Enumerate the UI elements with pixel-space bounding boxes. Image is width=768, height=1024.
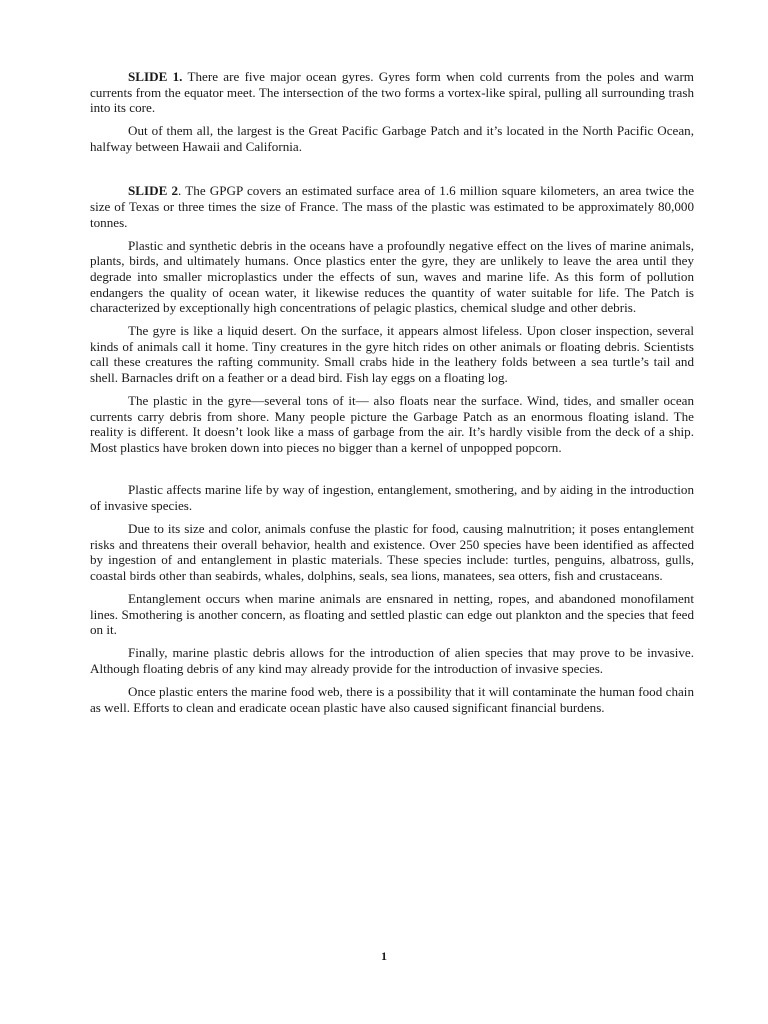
paragraph-text: Finally, marine plastic debris allows for the introduction of alien species that may prove to be invasive. Although floating debris of any kind may already provide for the introduction of invasive species.: [90, 645, 694, 676]
paragraph-liquid-desert: [90, 323, 694, 385]
document-body: [90, 69, 694, 723]
paragraph-text: . The GPGP covers an estimated surface area of 1.6 million square kilometers, an area twice the size of Texas or three times the size of France. The mass of the plastic was estimated to be approximately 80,000 tonnes.: [90, 183, 695, 230]
paragraph-invasive-species: [90, 645, 694, 676]
paragraph-text: Once plastic enters the marine food web, there is a possibility that it will contaminate the human food chain as well. Efforts to clean and eradicate ocean plastic have also caused significant financial burdens.: [90, 684, 694, 715]
paragraph-slide-2: [90, 183, 694, 230]
paragraph-text: The gyre is like a liquid desert. On the surface, it appears almost lifeless. Upon closer inspection, several kinds of animals call it home. Tiny creatures in the gyre hitch rides on other animals or floating debris. Scientists call these creatures the rafting community. Small crabs hide in the leathery folds between a sea turtle’s tail and shell. Barnacles drift on a feather or a dead bird. Fish lay eggs on a floating log.: [90, 323, 694, 385]
paragraph-plastic-in-gyre: [90, 393, 694, 455]
paragraph-text: Entanglement occurs when marine animals are ensnared in netting, ropes, and abandoned monofilament lines. Smothering is another concern, as floating and settled plastic can edge out plankton and the species that feed on it.: [90, 591, 694, 638]
paragraph-entanglement: [90, 591, 694, 638]
slide-1-label: SLIDE 1.: [128, 69, 183, 84]
paragraph-size-and-color: [90, 521, 694, 583]
paragraph-text: The plastic in the gyre—several tons of it— also floats near the surface. Wind, tides, and smaller ocean currents carry debris from shore. Many people picture the Garbage Patch as an enormous floating island. The reality is different. It doesn’t look like a mass of garbage from the air. It’s hardly visible from the deck of a ship. Most plastics have broken down into pieces no bigger than a kernel of unpopped popcorn.: [90, 393, 694, 455]
paragraph-text: Out of them all, the largest is the Great Pacific Garbage Patch and it’s located in the North Pacific Ocean, halfway between Hawaii and California.: [90, 123, 694, 154]
slide-2-label: SLIDE 2: [128, 183, 179, 199]
paragraph-text: Due to its size and color, animals confuse the plastic for food, causing malnutrition; it poses entanglement risks and threatens their overall behavior, health and existence. Over 250 species have been identified as affected by ingestion of and entanglement in plastic materials. These species include: turtles, penguins, albatross, gulls, coastal birds other than seabirds, whales, dolphins, seals, sea lions, manatees, sea otters, fish and crustaceans.: [90, 521, 694, 583]
paragraph-text: There are five major ocean gyres. Gyres form when cold currents from the poles and warm currents from the equator meet. The intersection of the two forms a vortex-like spiral, pulling all surrounding trash into its core.: [90, 69, 694, 116]
paragraph-food-web: [90, 684, 694, 715]
paragraph-slide-1: [90, 69, 694, 116]
paragraph-largest-gyre: [90, 123, 694, 154]
paragraph-marine-life-effects: [90, 482, 694, 513]
page-number: 1: [381, 949, 387, 963]
paragraph-debris-effects: [90, 238, 694, 316]
paragraph-text: Plastic and synthetic debris in the oceans have a profoundly negative effect on the lives of marine animals, plants, birds, and ultimately humans. Once plastics enter the gyre, they are unlikely to leave the area until they degrade into smaller microplastics under the effects of sun, waves and marine life. As this form of pollution endangers the quality of ocean water, it likewise reduces the quantity of water suitable for life. The Patch is characterized by exceptionally high concentrations of pelagic plastics, chemical sludge and other debris.: [90, 237, 694, 316]
paragraph-text: Plastic affects marine life by way of ingestion, entanglement, smothering, and by aiding in the introduction of invasive species.: [90, 482, 694, 514]
